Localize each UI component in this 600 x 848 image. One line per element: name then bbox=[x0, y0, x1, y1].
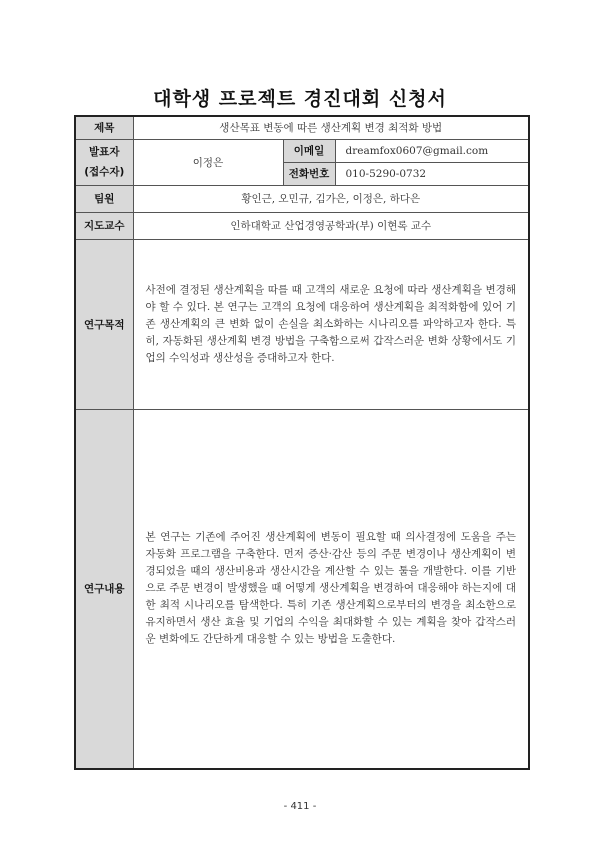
application-form bbox=[74, 115, 530, 770]
purpose-row bbox=[75, 239, 529, 409]
content-text: 본 연구는 기존에 주어진 생산계획에 변동이 필요할 때 의사결정에 도움을 주는 자동화 프로그램을 구축한다. 먼저 증산·감산 등의 주문 변경이나 생산계획이 변경되었을 때의 생산비용과 생산시간을 계산할 수 있는 툴을 개발한다. 이를 기반으로 주문 변경이 발생했을 때 어떻게 생산계획을 변경하여 대응해야 하는지에 대한 최적 시나리오를 탐색한다. 특히 기존 생산계획으로부터의 변경을 최소한으로 유지하면서 생산 효율 및 기업의 수익을 최대화할 수 있는 계획을 찾아 갑작스러운 변화에도 간단하게 대응할 수 있는 방법을 도출한다. bbox=[145, 531, 516, 646]
advisor-row bbox=[75, 212, 529, 239]
content-row bbox=[75, 409, 529, 769]
page-number: - 411 - bbox=[283, 801, 317, 812]
subject-value: 생산목표 변동에 따른 생산계획 변경 최적화 방법 bbox=[133, 116, 529, 139]
purpose-text-cell bbox=[133, 239, 529, 409]
subject-row bbox=[75, 116, 529, 139]
email-label: 이메일 bbox=[283, 139, 335, 162]
phone-value: 010-5290-0732 bbox=[335, 162, 529, 185]
purpose-label: 연구목적 bbox=[75, 239, 133, 409]
content-text-cell bbox=[133, 409, 529, 769]
team-label: 팀원 bbox=[75, 185, 133, 212]
purpose-text: 사전에 결정된 생산계획을 따를 때 고객의 새로운 요청에 따라 생산계획을 변경해야 할 수 있다. 본 연구는 고객의 요청에 대응하여 생산계획을 최적화함에 있어 기존 생산계획의 큰 변화 없이 손실을 최소화하는 시나리오를 파악하고자 한다. 특히, 자동화된 생산계획 변경 방법을 구축함으로써 갑작스러운 변화 상황에서도 기업의 수익성과 생산성을 증대하고자 한다. bbox=[145, 283, 516, 364]
advisor-label: 지도교수 bbox=[75, 212, 133, 239]
team-row bbox=[75, 185, 529, 212]
advisor-value: 인하대학교 산업경영공학과(부) 이현록 교수 bbox=[133, 212, 529, 239]
phone-label: 전화번호 bbox=[283, 162, 335, 185]
subject-label: 제목 bbox=[75, 116, 133, 139]
presenter-row-email bbox=[75, 139, 529, 162]
document-title: 대학생 프로젝트 경진대회 신청서 bbox=[153, 88, 447, 110]
team-value: 황인근, 오민규, 김가은, 이정은, 하다은 bbox=[133, 185, 529, 212]
email-value: dreamfox0607@gmail.com bbox=[335, 139, 529, 162]
presenter-label bbox=[75, 139, 133, 185]
content-label: 연구내용 bbox=[75, 409, 133, 769]
presenter-label-line1: 발표자 bbox=[89, 146, 120, 158]
presenter-label-line2: (접수자) bbox=[84, 166, 125, 178]
presenter-name: 이정은 bbox=[133, 139, 283, 185]
